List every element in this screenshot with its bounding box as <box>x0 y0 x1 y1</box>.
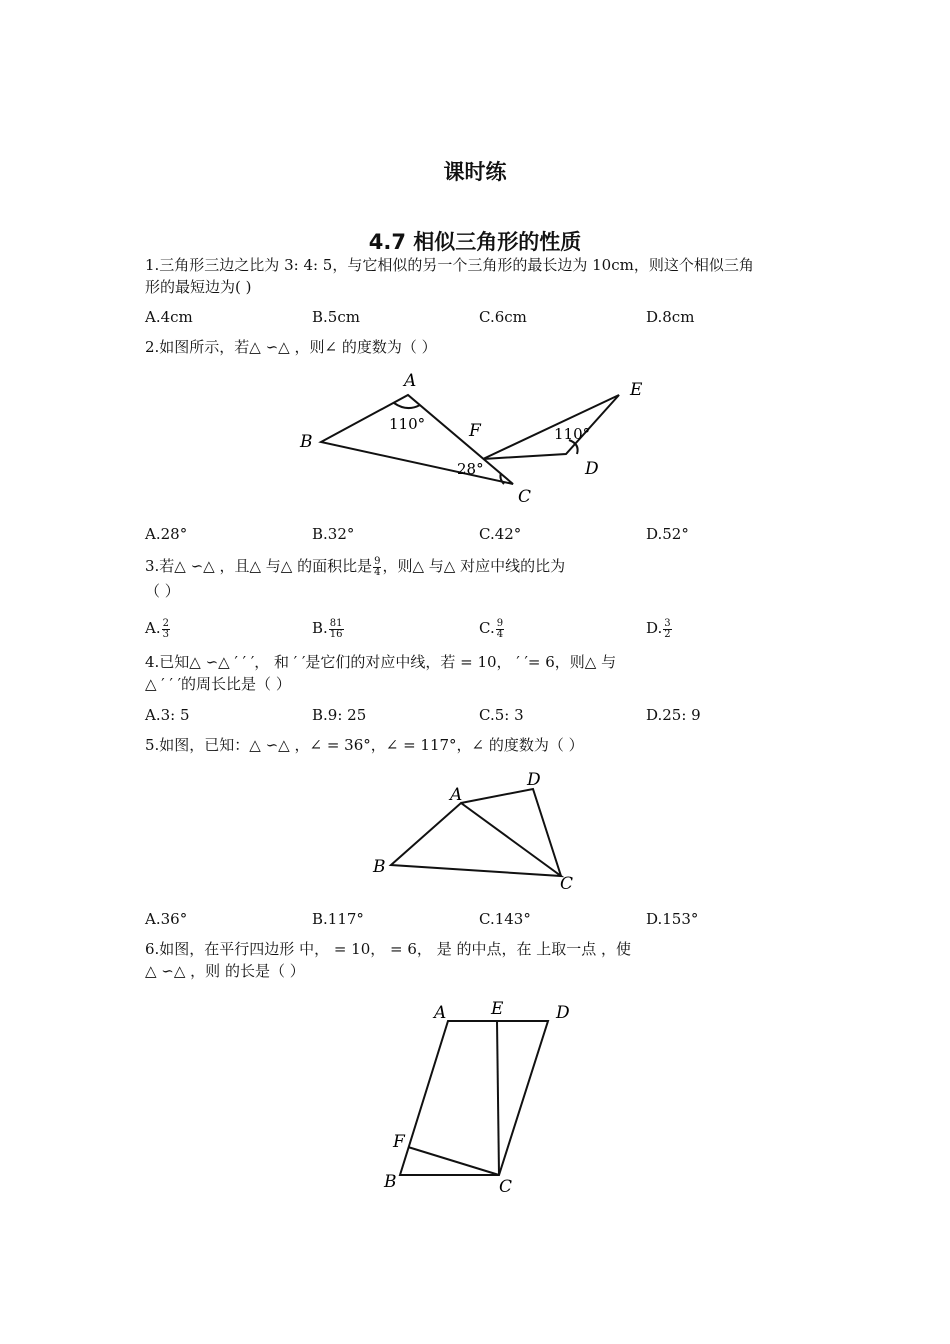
q6-label-c: C <box>499 1177 513 1197</box>
q3-option-d-num: 3 <box>664 617 671 629</box>
q2-figure <box>290 368 660 508</box>
q6-label-d: D <box>556 1003 570 1023</box>
q2-label-b: B <box>300 432 313 452</box>
q6-line1: 6.如图，在平行四边形 中， = 10， = 6， 是 的中点，在 上取一点 ，使 <box>145 940 631 958</box>
q4-line1: 4.已知△ ∽△ ′ ′ ′， 和 ′ ′是它们的对应中线，若 = 10， ′ ′= 6，则△ 与 <box>145 653 617 671</box>
q1-option-c: C.6cm <box>479 308 527 326</box>
q3-option-a-frac <box>162 619 170 640</box>
q1-line2: 形的最短边为( ) <box>145 278 252 296</box>
q3-option-a-num: 2 <box>162 617 169 629</box>
q6-label-b: B <box>384 1172 397 1192</box>
q5-option-a: A.36° <box>145 910 188 928</box>
q5-label-a: A <box>450 785 463 805</box>
q6-label-f: F <box>393 1132 405 1152</box>
q3-area-ratio-num: 9 <box>374 555 381 567</box>
q3-option-b-prefix: B. <box>312 619 328 637</box>
q3-line1 <box>145 555 565 578</box>
q2-label-e: E <box>630 380 643 400</box>
q3-area-ratio-den: 4 <box>374 566 381 578</box>
q3-text-a: 3.若△ ∽△ ，且△ 与△ 的面积比是 <box>145 557 373 575</box>
q2-option-d: D.52° <box>646 525 689 543</box>
q3-option-c-num: 9 <box>496 617 504 629</box>
q3-option-c-frac <box>496 619 504 640</box>
q4-line2: △ ′ ′ ′的周长比是（ ） <box>145 675 291 693</box>
q2-label-c: C <box>518 487 532 507</box>
q4-option-d: D.25: 9 <box>646 706 701 724</box>
q3-option-b <box>312 617 345 640</box>
q2-angle-a: 110° <box>389 415 426 433</box>
q5-option-b: B.117° <box>312 910 364 928</box>
q3-option-c-den: 4 <box>496 628 504 640</box>
q6-label-e: E <box>491 999 504 1019</box>
page-title: 课时练 <box>443 160 507 184</box>
q2-text: 2.如图所示，若△ ∽△ ，则∠ 的度数为（ ） <box>145 338 437 356</box>
q5-label-d: D <box>527 770 541 790</box>
q2-label-f: F <box>469 421 481 441</box>
q5-option-d: D.153° <box>646 910 699 928</box>
q3-option-a-den: 3 <box>162 628 169 640</box>
q5-label-c: C <box>560 874 574 894</box>
q4-option-a: A.3: 5 <box>145 706 190 724</box>
q3-option-b-frac <box>329 619 344 640</box>
q2-label-d: D <box>585 459 599 479</box>
q3-text-b: ，则△ 与△ 对应中线的比为 <box>382 557 566 575</box>
q3-option-a <box>145 617 171 640</box>
q2-label-a: A <box>404 371 417 391</box>
q3-area-ratio <box>373 557 381 578</box>
q6-label-a: A <box>434 1003 447 1023</box>
section-title: 4.7 相似三角形的性质 <box>368 230 582 254</box>
q3-option-d-frac <box>663 619 671 640</box>
q3-option-c-prefix: C. <box>479 619 495 637</box>
q3-option-c <box>479 617 505 640</box>
q1-option-d: D.8cm <box>646 308 695 326</box>
q1-line1: 1.三角形三边之比为 3: 4: 5，与它相似的另一个三角形的最长边为 10cm，则这个相似三角 <box>145 256 754 274</box>
q1-option-a: A.4cm <box>145 308 193 326</box>
q3-option-a-prefix: A. <box>145 619 161 637</box>
q3-option-b-den: 16 <box>329 628 343 640</box>
q2-angle-c: 28° <box>457 460 484 478</box>
q2-angle-d: 110° <box>554 425 591 443</box>
q4-option-b: B.9: 25 <box>312 706 367 724</box>
q3-option-d-den: 2 <box>664 628 671 640</box>
q6-line2: △ ∽△ ，则 的长是（ ） <box>145 962 305 980</box>
q2-option-a: A.28° <box>145 525 188 543</box>
q3-option-d <box>646 617 673 640</box>
q2-option-c: C.42° <box>479 525 522 543</box>
q6-figure <box>375 995 585 1200</box>
q4-option-c: C.5: 3 <box>479 706 524 724</box>
q5-label-b: B <box>373 857 386 877</box>
q5-text: 5.如图，已知：△ ∽△ ，∠ = 36°，∠ = 117°，∠ 的度数为（ ） <box>145 736 584 754</box>
q3-option-d-prefix: D. <box>646 619 663 637</box>
q3-option-b-num: 81 <box>329 617 343 629</box>
q2-option-b: B.32° <box>312 525 355 543</box>
q1-option-b: B.5cm <box>312 308 360 326</box>
q5-option-c: C.143° <box>479 910 531 928</box>
q3-line2: （ ） <box>145 582 180 600</box>
q5-figure <box>365 768 585 894</box>
